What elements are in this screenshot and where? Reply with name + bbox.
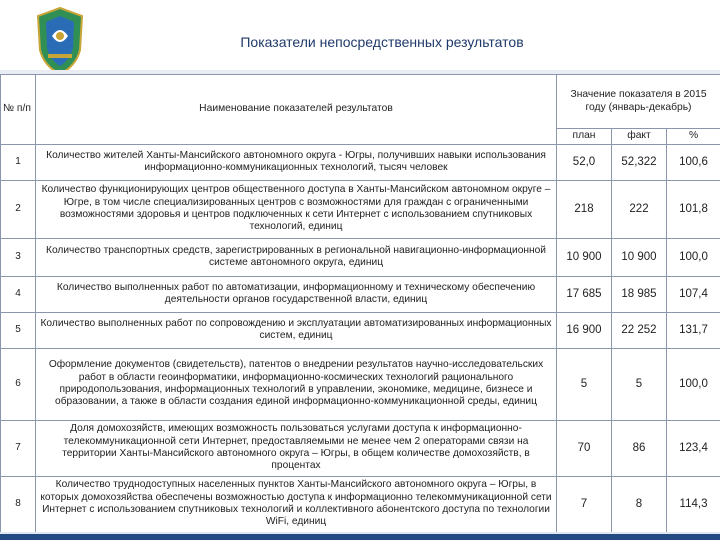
row-fact: 10 900 (612, 238, 667, 276)
row-fact: 52,322 (612, 144, 667, 180)
row-name: Количество труднодоступных населенных пунктов Ханты-Мансийского автономного округа – Югры, в которых домохозяйства обеспечены возможностью доступа к информационно телекоммуникационной сети Интернет с использованием спутниковых технологий и коллективного абонентского доступа по технологии WiFi, единиц (36, 476, 557, 532)
row-number: 1 (1, 144, 36, 180)
row-percent: 101,8 (667, 180, 720, 238)
row-percent: 107,4 (667, 276, 720, 312)
row-plan: 7 (557, 476, 612, 532)
row-number: 3 (1, 238, 36, 276)
row-plan: 218 (557, 180, 612, 238)
column-header-fact: факт (612, 129, 667, 145)
row-fact: 22 252 (612, 312, 667, 348)
row-plan: 52,0 (557, 144, 612, 180)
column-header-name: Наименование показателей результатов (36, 75, 557, 145)
row-name: Количество функционирующих центров общественного доступа в Ханты-Мансийском автономном округе – Югре, в том числе специализированных центров с возможностями для граждан с ограниченными возможностями здоровья и центров подключенных к сети Интернет с использованием спутниковых технологий, единиц (36, 180, 557, 238)
table-row (1, 312, 720, 348)
row-number: 2 (1, 180, 36, 238)
row-percent: 123,4 (667, 420, 720, 476)
footer-band (0, 532, 720, 540)
table-row (1, 420, 720, 476)
row-plan: 10 900 (557, 238, 612, 276)
row-percent: 131,7 (667, 312, 720, 348)
column-header-number: № п/п (1, 75, 36, 145)
column-header-plan: план (557, 129, 612, 145)
table-row (1, 180, 720, 238)
table-header-row (1, 75, 720, 129)
row-percent: 100,0 (667, 348, 720, 420)
row-fact: 5 (612, 348, 667, 420)
row-name: Количество выполненных работ по автоматизации, информационному и техническому обеспечению деятельности органов государственной власти, единиц (36, 276, 557, 312)
row-number: 5 (1, 312, 36, 348)
row-plan: 17 685 (557, 276, 612, 312)
row-plan: 70 (557, 420, 612, 476)
table-row (1, 238, 720, 276)
row-fact: 86 (612, 420, 667, 476)
table-row (1, 144, 720, 180)
table-row (1, 348, 720, 420)
row-name: Количество жителей Ханты-Мансийского автономного округа - Югры, получивших навыки использования информационно-коммуникационных технологий, тысяч человек (36, 144, 557, 180)
row-plan: 16 900 (557, 312, 612, 348)
row-name: Количество транспортных средств, зарегистрированных в региональной навигационно-информационной системе автономного округа, единиц (36, 238, 557, 276)
table-row (1, 276, 720, 312)
row-number: 6 (1, 348, 36, 420)
results-table (0, 74, 720, 533)
row-plan: 5 (557, 348, 612, 420)
row-percent: 100,6 (667, 144, 720, 180)
row-fact: 222 (612, 180, 667, 238)
row-name: Оформление документов (свидетельств), патентов о внедрении результатов научно-исследовательских работ в области геоинформатики, информационно-космических технологий рационального природопользования, информационных технологий в управлении, экономике, медицине, бизнесе и образовании, а также в области создания единой информационно-коммуникационной среды, единиц (36, 348, 557, 420)
row-number: 8 (1, 476, 36, 532)
row-name: Доля домохозяйств, имеющих возможность пользоваться услугами доступа к информационно-телекоммуникационной сети Интернет, предоставляемыми не менее чем 2 операторами связи на территории Ханты-Мансийского автономного округа – Югры, в общем количестве домохозяйств, в процентах (36, 420, 557, 476)
table-row (1, 476, 720, 532)
row-number: 7 (1, 420, 36, 476)
row-fact: 8 (612, 476, 667, 532)
row-name: Количество выполненных работ по сопровождению и эксплуатации автоматизированных информационных систем, единиц (36, 312, 557, 348)
row-percent: 114,3 (667, 476, 720, 532)
column-header-value-group: Значение показателя в 2015 году (январь-декабрь) (557, 75, 720, 129)
row-percent: 100,0 (667, 238, 720, 276)
row-fact: 18 985 (612, 276, 667, 312)
page-title: Показатели непосредственных результатов (240, 34, 524, 50)
column-header-percent: % (667, 129, 720, 145)
row-number: 4 (1, 276, 36, 312)
